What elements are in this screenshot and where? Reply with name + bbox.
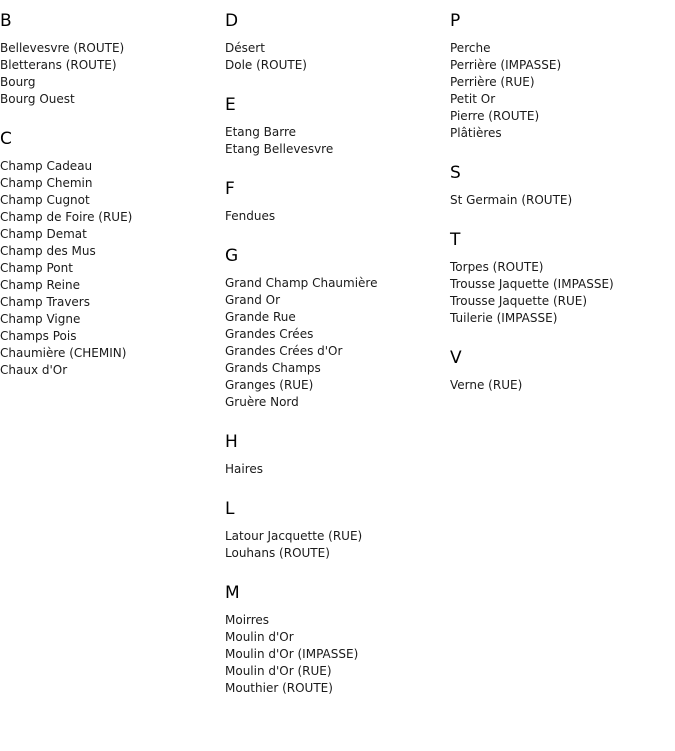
street-link[interactable]: Désert — [225, 41, 265, 55]
letter-group-b — [0, 10, 225, 108]
street-link[interactable]: Champ Chemin — [0, 176, 93, 190]
letter-heading: D — [225, 11, 239, 31]
letter-group-e — [225, 94, 450, 158]
street-list — [225, 275, 450, 411]
street-list — [225, 208, 450, 225]
letter-heading: T — [450, 230, 461, 250]
street-link[interactable]: Petit Or — [450, 92, 496, 106]
street-link[interactable]: Champ Vigne — [0, 312, 81, 326]
letter-group-v — [450, 347, 675, 394]
street-link[interactable]: Dole (ROUTE) — [225, 58, 307, 72]
index-column-2 — [225, 10, 450, 717]
letter-group-h — [225, 431, 450, 478]
letter-heading: P — [450, 11, 461, 31]
street-link[interactable]: Champ Cugnot — [0, 193, 90, 207]
street-link[interactable]: Grand Or — [225, 293, 281, 307]
street-link[interactable]: Champs Pois — [0, 329, 77, 343]
street-link[interactable]: Bourg — [0, 75, 36, 89]
street-link[interactable]: Grands Champs — [225, 361, 321, 375]
letter-group-m — [225, 582, 450, 697]
street-link[interactable]: Verne (RUE) — [450, 378, 523, 392]
letter-group-t — [450, 229, 675, 327]
street-link[interactable]: Perrière (IMPASSE) — [450, 58, 562, 72]
letter-heading: C — [0, 129, 12, 149]
street-link[interactable]: Champ Reine — [0, 278, 80, 292]
street-link[interactable]: Trousse Jaquette (IMPASSE) — [450, 277, 614, 291]
letter-heading: S — [450, 163, 461, 183]
street-link[interactable]: Pierre (ROUTE) — [450, 109, 540, 123]
street-link[interactable]: Etang Barre — [225, 125, 297, 139]
street-link[interactable]: Bellevesvre (ROUTE) — [0, 41, 125, 55]
street-link[interactable]: Trousse Jaquette (RUE) — [450, 294, 588, 308]
street-link[interactable]: Mouthier (ROUTE) — [225, 681, 333, 695]
street-link[interactable]: Grandes Crées d'Or — [225, 344, 343, 358]
street-link[interactable]: Perche — [450, 41, 491, 55]
street-link[interactable]: Champ de Foire (RUE) — [0, 210, 133, 224]
street-link[interactable]: Moulin d'Or (RUE) — [225, 664, 332, 678]
street-list — [450, 377, 675, 394]
street-list — [225, 461, 450, 478]
street-list — [450, 40, 675, 142]
street-link[interactable]: Bletterans (ROUTE) — [0, 58, 117, 72]
street-list — [225, 612, 450, 697]
street-link[interactable]: St Germain (ROUTE) — [450, 193, 573, 207]
letter-heading: E — [225, 95, 236, 115]
street-link[interactable]: Champ Pont — [0, 261, 73, 275]
letter-group-s — [450, 162, 675, 209]
street-link[interactable]: Moulin d'Or — [225, 630, 294, 644]
street-link[interactable]: Perrière (RUE) — [450, 75, 535, 89]
street-link[interactable]: Champ Cadeau — [0, 159, 93, 173]
letter-heading: G — [225, 246, 239, 266]
street-link[interactable]: Latour Jacquette (RUE) — [225, 529, 363, 543]
letter-group-f — [225, 178, 450, 225]
index-column-3 — [450, 10, 675, 414]
street-link[interactable]: Bourg Ouest — [0, 92, 75, 106]
street-link[interactable]: Champ des Mus — [0, 244, 96, 258]
letter-heading: F — [225, 179, 235, 199]
street-link[interactable]: Moulin d'Or (IMPASSE) — [225, 647, 359, 661]
street-list — [225, 40, 450, 74]
street-link[interactable]: Etang Bellevesvre — [225, 142, 334, 156]
letter-group-p — [450, 10, 675, 142]
letter-heading: L — [225, 499, 235, 519]
street-link[interactable]: Grande Rue — [225, 310, 296, 324]
street-link[interactable]: Champ Travers — [0, 295, 90, 309]
letter-heading: H — [225, 432, 238, 452]
street-link[interactable]: Tuilerie (IMPASSE) — [450, 311, 558, 325]
street-link[interactable]: Torpes (ROUTE) — [450, 260, 544, 274]
street-list — [0, 158, 225, 379]
index-column-1 — [0, 10, 225, 399]
street-link[interactable]: Grandes Crées — [225, 327, 314, 341]
street-link[interactable]: Granges (RUE) — [225, 378, 314, 392]
street-link[interactable]: Gruère Nord — [225, 395, 299, 409]
letter-group-g — [225, 245, 450, 411]
letter-group-l — [225, 498, 450, 562]
street-link[interactable]: Moirres — [225, 613, 270, 627]
street-link[interactable]: Champ Demat — [0, 227, 87, 241]
street-link[interactable]: Fendues — [225, 209, 276, 223]
street-list — [225, 124, 450, 158]
street-link[interactable]: Plâtières — [450, 126, 502, 140]
letter-group-d — [225, 10, 450, 74]
street-list — [450, 259, 675, 327]
letter-heading: V — [450, 348, 462, 368]
street-list — [0, 40, 225, 108]
letter-group-c — [0, 128, 225, 379]
street-link[interactable]: Louhans (ROUTE) — [225, 546, 330, 560]
street-link[interactable]: Chaumière (CHEMIN) — [0, 346, 127, 360]
street-link[interactable]: Grand Champ Chaumière — [225, 276, 378, 290]
street-link[interactable]: Haires — [225, 462, 264, 476]
letter-heading: B — [0, 11, 12, 31]
street-link[interactable]: Chaux d'Or — [0, 363, 68, 377]
letter-heading: M — [225, 583, 240, 603]
street-list — [450, 192, 675, 209]
street-list — [225, 528, 450, 562]
